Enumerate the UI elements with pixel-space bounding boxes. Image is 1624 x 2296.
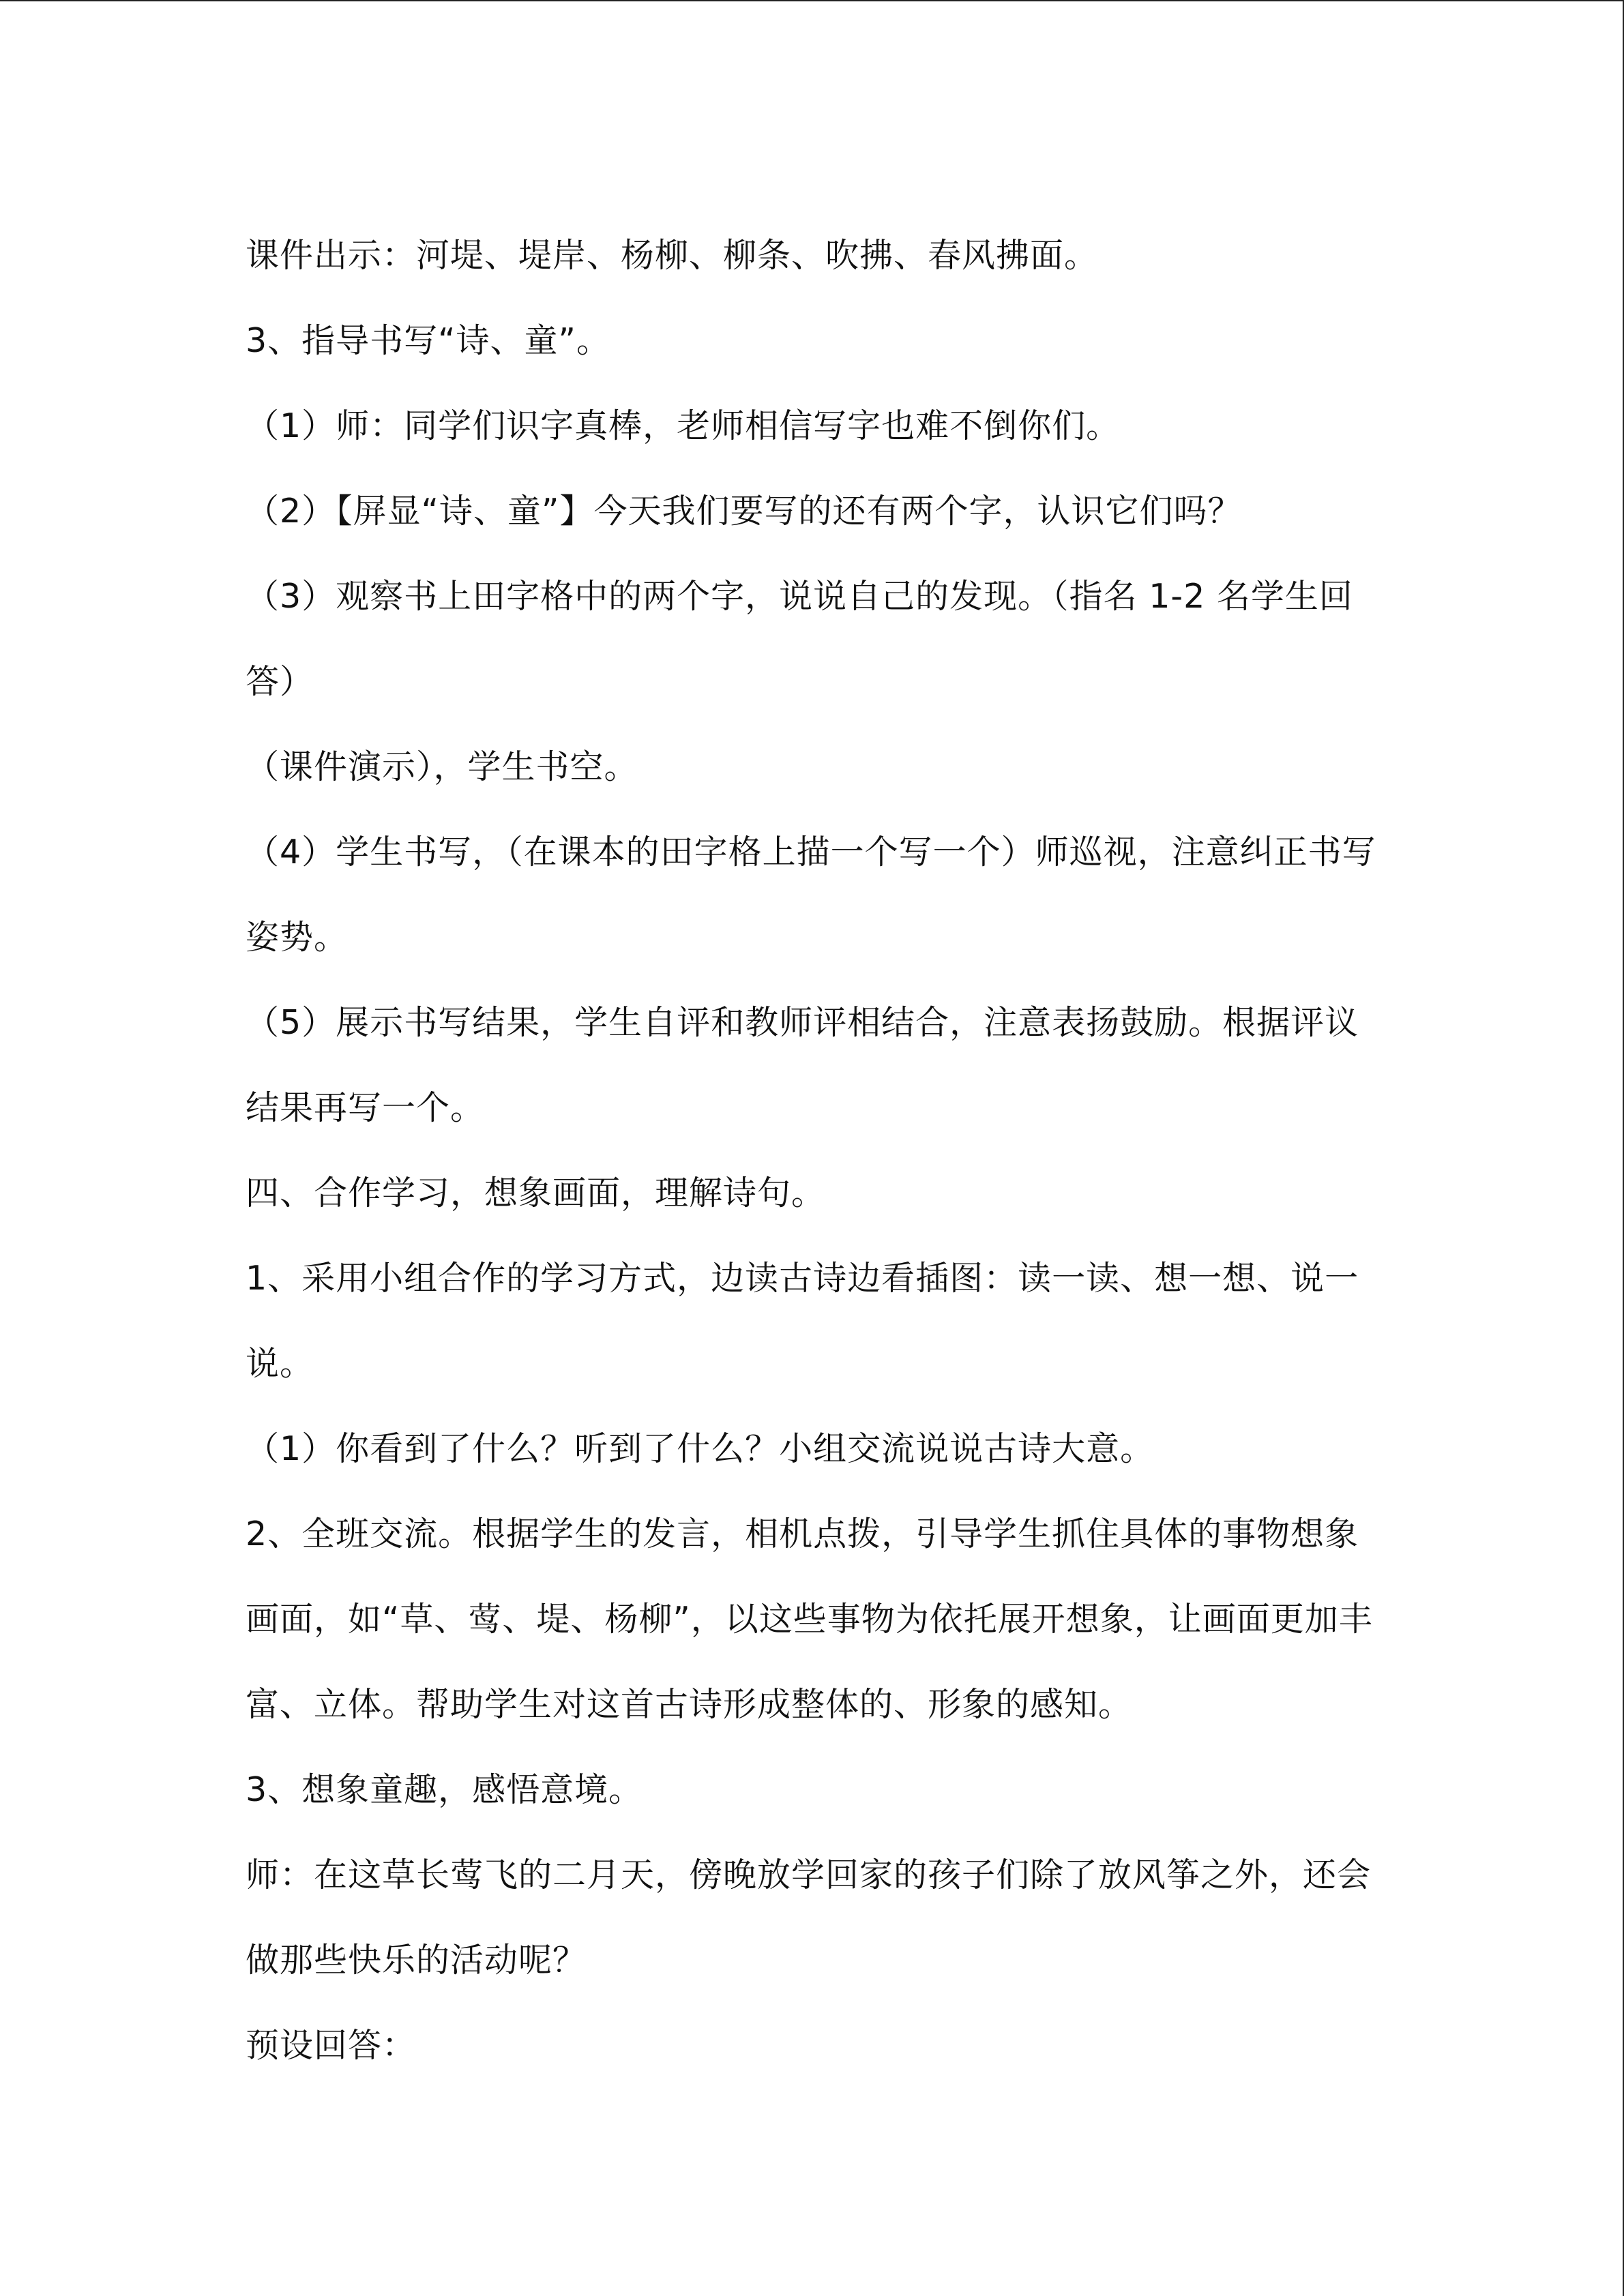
text-line: 做那些快乐的活动呢？ bbox=[246, 1941, 587, 1980]
text-line: （2）【屏显“诗、童”】今天我们要写的还有两个字，认识它们吗？ bbox=[246, 492, 1242, 531]
text-line: （1）师：同学们识字真棒，老师相信写字也难不倒你们。 bbox=[246, 406, 1121, 445]
text-line: 3、想象童趣，感悟意境。 bbox=[246, 1770, 643, 1809]
text-line: （课件演示），学生书空。 bbox=[246, 747, 638, 786]
text-line: 画面，如“草、莺、堤、杨柳”，以这些事物为依托展开想象，让画面更加丰 bbox=[246, 1600, 1373, 1639]
text-line: 结果再写一个。 bbox=[246, 1088, 485, 1127]
text-line: （5）展示书写结果，学生自评和教师评相结合，注意表扬鼓励。根据评议 bbox=[246, 1003, 1359, 1042]
text-line: 预设回答： bbox=[246, 2026, 417, 2065]
text-line: 富、立体。帮助学生对这首古诗形成整体的、形象的感知。 bbox=[246, 1685, 1133, 1724]
text-line: 师：在这草长莺飞的二月天，傍晚放学回家的孩子们除了放风筝之外，还会 bbox=[246, 1855, 1372, 1894]
text-line: 1、采用小组合作的学习方式，边读古诗边看插图：读一读、想一想、说一 bbox=[246, 1259, 1359, 1298]
text-line: 2、全班交流。根据学生的发言，相机点拨，引导学生抓住具体的事物想象 bbox=[246, 1515, 1359, 1553]
text-line: 课件出示：河堤、堤岸、杨柳、柳条、吹拂、春风拂面。 bbox=[246, 236, 1099, 275]
text-line: 说。 bbox=[246, 1344, 314, 1383]
section-heading: 四、合作学习，想象画面，理解诗句。 bbox=[246, 1174, 826, 1212]
document-body bbox=[246, 213, 1514, 2088]
text-line: 3、指导书写“诗、童”。 bbox=[246, 321, 610, 360]
text-line: 答） bbox=[246, 662, 314, 701]
text-line: 姿势。 bbox=[246, 918, 349, 957]
text-line: （4）学生书写，（在课本的田字格上描一个写一个）师巡视，注意纠正书写 bbox=[246, 833, 1376, 871]
text-line: （3）观察书上田字格中的两个字，说说自己的发现。（指名 1-2 名学生回 bbox=[246, 577, 1353, 616]
text-line: （1）你看到了什么？听到了什么？小组交流说说古诗大意。 bbox=[246, 1429, 1155, 1468]
